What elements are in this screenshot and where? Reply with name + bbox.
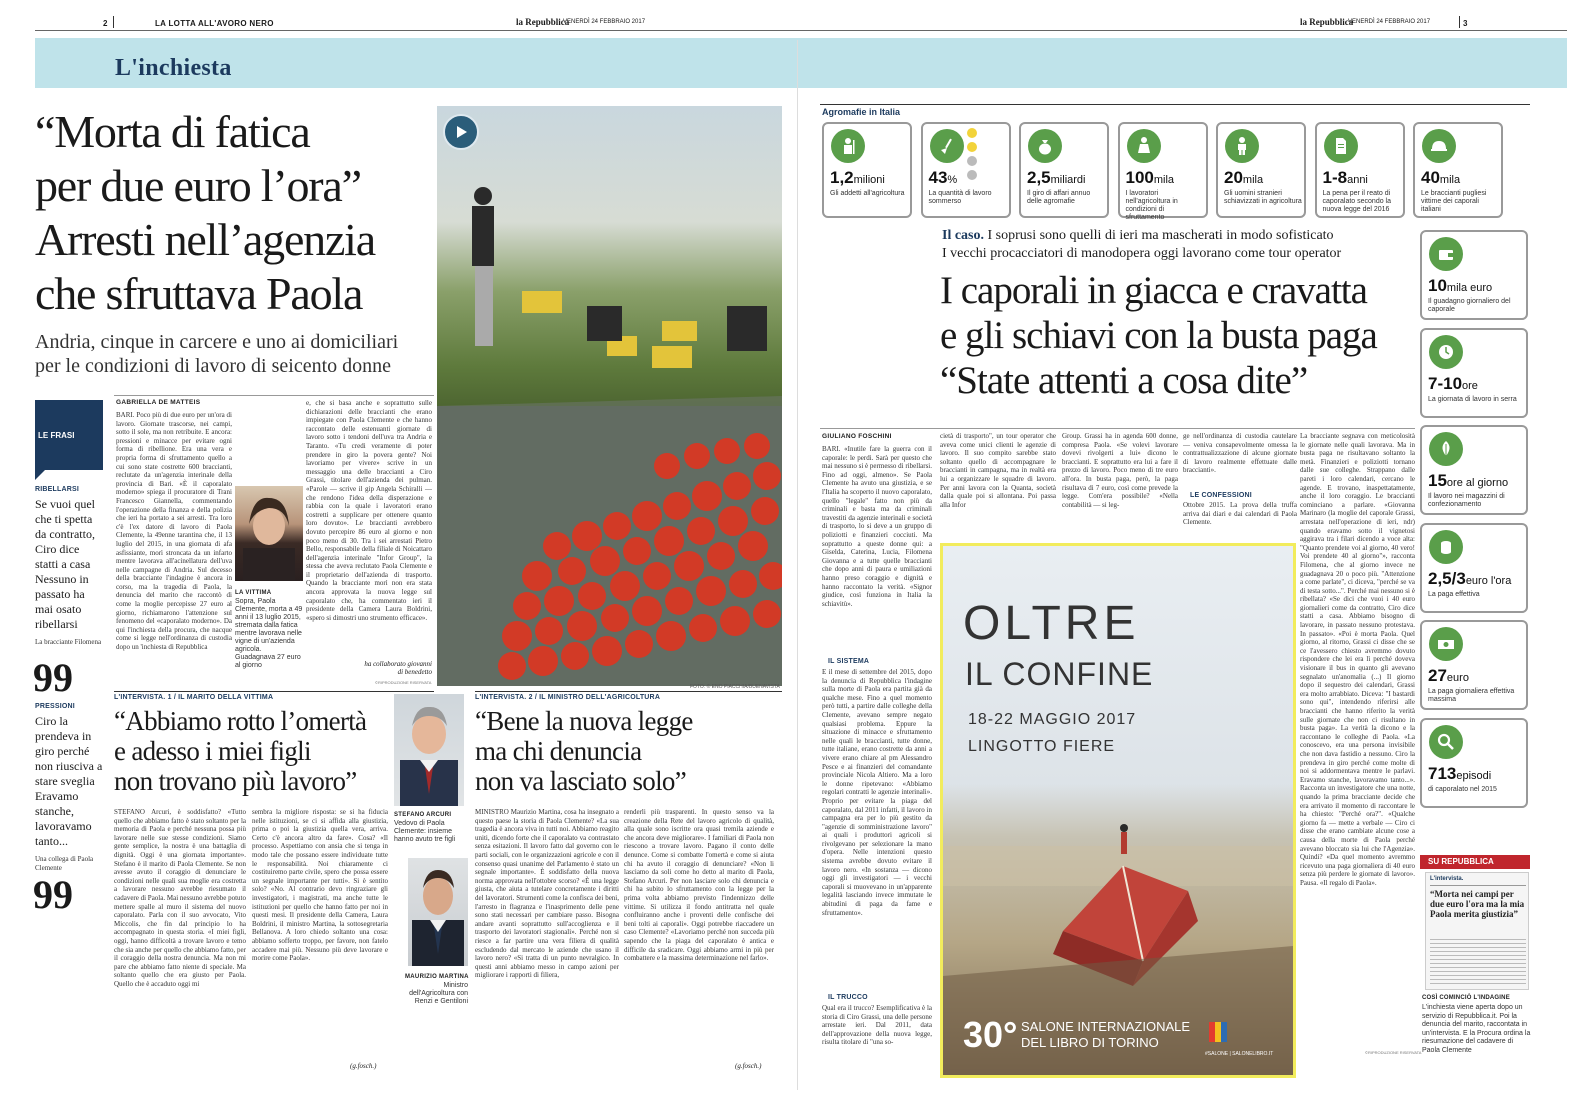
person-name: STEFANO ARCURI (394, 812, 452, 818)
infographic-rule (820, 104, 1530, 105)
stat-number: 100 (1125, 168, 1154, 187)
sidebar-pointer (35, 470, 45, 480)
subhead-line: Andria, cinque in carcere e uno ai domiciliari (35, 331, 399, 353)
repubblica-thumbnail[interactable] (1425, 872, 1529, 990)
stat-value (1027, 168, 1085, 188)
page-number-left: 2 (103, 19, 108, 28)
stat-unit: anni (1347, 174, 1368, 186)
quote-mark-icon: 99 (33, 872, 73, 917)
stat-number: 713 (1428, 763, 1457, 783)
date-right: VENERDÌ 24 FEBBRAIO 2017 (1348, 19, 1431, 25)
paper-name-right: la Repubblica (1300, 17, 1354, 27)
stat-description: Gli addetti all'agricoltura (830, 190, 905, 197)
stat-box (1413, 122, 1503, 218)
stat-unit: episodi (1456, 769, 1492, 782)
article-column: Ottobre 2015. La prova della truffa arriva dai diari e dai calendari di Paola Clemente. (1183, 501, 1297, 527)
thumbnail-rule (1430, 885, 1526, 886)
ad-title: OLTRE (963, 597, 1140, 650)
stat-value (1428, 666, 1469, 686)
signature: (g.fosch.) (350, 1062, 377, 1070)
ad-name-line: DEL LIBRO DI TORINO (1021, 1035, 1159, 1050)
headline-line: che sfruttava Paola (35, 268, 363, 319)
stat-box (1420, 425, 1528, 515)
case-headline-line: e gli schiavi con la busta paga (940, 314, 1377, 357)
person-name: MAURIZIO MARTINA (405, 974, 469, 980)
interview-title (475, 706, 780, 796)
ad-tag: #SALONE | SALONELIBRO.IT (1205, 1051, 1274, 1057)
stat-unit: milioni (853, 174, 885, 186)
clock-icon (1429, 335, 1463, 369)
kicker-text: I soprusi sono quelli di ieri ma mascherati in modo sofisticato (987, 228, 1334, 243)
stat-value (1428, 471, 1508, 491)
subheading: LE CONFESSIONI (1190, 492, 1252, 499)
photo-credit: FOTO: © ENO PIACCHIA/BUENAVISTA (690, 684, 780, 690)
article-column: Group. Grassi ha in agenda 600 donne, compresa Paola. «Se volevi lavorare dovevi rivolgerti a lui» dicono le braccianti. E soprattutto era lui a fare il prezzo di lavoro. Poco meno di tre euro all'ora. In busta paga, però, la paga risultava di 7 euro, così come prevede la legge. Com'era possibile? «Nella contabilità — si leg- (1062, 432, 1178, 509)
interview-column: renderli più trasparenti. In questo senso va la creazione della Rete del lavoro agricolo di qualità, alla quale sono iscritte ora quasi tremila aziende e che ancora deve migliorare». I familiari di Paola non riescono a trovare lavoro. Pagano il conto delle denunce. Come si combatte l'omertà e come si aiuta chi ha avuto il coraggio di denunciare? «Non li lasciamo da soli come ho detto al marito di Paola, Stefano Arcuri. Per non lasciare solo chi denuncia e chi ha subito lo sfruttamento con la legge per la prima volta abbiamo previsto l'indennizzo delle vittime. Si utilizza il fondo antitratta nel quale confluiranno anche i proventi delle confische dei beni tolti ai caporali». Oggi potrebbe riaccadere un caso Clemente? «Lavoriamo perché non succeda più sapendo che la piaga del caporalato è antica e difficile da sradicare. Oggi abbiamo armi in più per combattere e la massima determinazione nel farlo». (624, 808, 774, 963)
stat-unit: % (947, 174, 958, 186)
subhead-line: per le condizioni di lavoro di seicento donne (35, 355, 392, 377)
kicker-label: Il caso. (942, 228, 984, 243)
magnifier-icon (1429, 725, 1463, 759)
interview-title-line: e adesso i miei figli (114, 736, 311, 766)
stat-value (1323, 168, 1368, 188)
byline: GABRIELLA DE MATTEIS (116, 399, 201, 406)
leaf-icon (1429, 432, 1463, 466)
banknote-icon (1429, 627, 1463, 661)
stat-description: La quantità di lavoro sommerso (928, 190, 992, 205)
stat-box (1420, 328, 1528, 418)
stat-box (1420, 620, 1528, 710)
header-divider (1459, 16, 1460, 28)
stat-description: Gli uomini stranieri schiavizzati in agricoltura (1224, 190, 1302, 205)
document-icon (1324, 129, 1358, 163)
article-column: cietà di trasporto", un tour operator che aveva come unici clienti le agenzie di lavoro. Il suo compito sarebbe stato soltanto quello di accompagnare le braccianti in campagna, ma in realtà era lui a organizzare le squadre di lavoro. Per anni lavora con la Quanta, società dalla quale poi si allontana. Poi passa alla Infor (940, 432, 1056, 509)
interview-title-line: non va lasciato solo” (475, 766, 686, 796)
quote-text: Se vuoi quel che ti spetta da contratto, Ciro dice statti a casa Nessuno in passato ha mai osato ribellarsi (35, 497, 95, 631)
salone-logo-icon (1209, 1022, 1227, 1042)
proportion-dot (967, 128, 977, 138)
stat-value (1126, 168, 1175, 188)
su-repubblica-text: L'inchiesta viene aperta dopo un servizio di Repubblica.it. Poi la denuncia del marito, raccontata in un'intervista. E la Procura ordina la riesumazione del cadavere di Paola Clemente (1422, 1004, 1531, 1054)
ad-subtitle: IL CONFINE (965, 656, 1154, 692)
stat-box (921, 122, 1011, 218)
photo-caption: Sopra, Paola Clemente, morta a 49 anni il 13 luglio 2015, stremata dalla fatica mentre lavorava nelle vigne di un'azienda agricola. Guadagnava 27 euro al giorno (235, 598, 303, 669)
article-rule (820, 428, 1415, 429)
stat-unit: ore al giorno (1446, 477, 1509, 489)
victim-portrait-photo (235, 486, 303, 581)
proportion-dots (967, 128, 979, 184)
stat-description: Le braccianti pugliesi vittime dei caporali italiani (1421, 190, 1487, 213)
interview-rule (475, 691, 782, 692)
thumbnail-body (1430, 939, 1526, 987)
stat-box (822, 122, 912, 218)
headline-line: “Morta di fatica (35, 106, 310, 157)
date-left: VENERDÌ 24 FEBBRAIO 2017 (563, 19, 646, 25)
sidebar-title: LE FRASI (38, 431, 75, 440)
case-kicker-2: I vecchi procacciatori di manodopera oggi lavorano come tour operator (942, 246, 1342, 261)
farmer-icon (831, 129, 865, 163)
su-repubblica-header: SU REPUBBLICA (1420, 855, 1530, 869)
interview-label: L'INTERVISTA. 1 / IL MARITO DELLA VITTIMA (114, 694, 274, 701)
stat-number: 1-8 (1322, 168, 1348, 187)
ad-edition: 30° (963, 1014, 1018, 1055)
interview-column: STEFANO Arcuri, è soddisfatto? «Tutto quello che abbiamo fatto è stato soltanto per la memoria di Paola e perché nessuna possa più lavorare nelle sue stesse condizioni. Siamo gente semplice, la nostra è una battaglia di dignità. Oggi è una giornata importante». Stefano è il marito di Paola Clemente. Se non avesse avuto il coraggio di denunciare le condizioni nelle quali sua moglie era costretta a lavorare nessuno avrebbe riesumato il cadavere di Paola. Mai nessuno avrebbe potuto mettere spalle al muro il sistema del nuovo caporalato. Parla con il suo avvocato, Vito Miccolis, che fin dal principio lo ha accompagnato in questa storia. «I miei figli, oggi, hanno difficoltà a trovare lavoro e temo che sia anche per quello che abbiamo fatto, per il coraggio della nostra denuncia. Ma non mi pare che abbiamo fatto niente di speciale. Ma soltanto quello che era giusto per Paola. Quello che è accaduto oggi mi (114, 808, 246, 988)
person-description: Vedovo di Paola Clemente: insieme hanno avuto tre figli (394, 820, 456, 843)
proportion-dot (967, 170, 977, 180)
page-gutter (797, 40, 798, 1090)
signature: (g.fosch.) (735, 1062, 762, 1070)
headline-line: per due euro l’ora” (35, 160, 361, 211)
stat-value (1428, 374, 1478, 394)
stat-description: Il lavoro nei magazzini di confezionamento (1428, 493, 1505, 508)
quote-source: Una collega di Paola Clemente (35, 855, 94, 872)
wallet-icon (1429, 237, 1463, 271)
stat-number: 2,5/3 (1428, 568, 1466, 588)
stat-description: Il guadagno giornaliero del caporale (1428, 298, 1511, 313)
interview-rule (114, 691, 434, 692)
stat-number: 27 (1428, 666, 1447, 685)
stat-description: La paga giornaliera effettiva massima (1428, 688, 1515, 703)
helmet-icon (1422, 129, 1456, 163)
byline: GIULIANO FOSCHINI (822, 433, 892, 440)
main-headline (35, 105, 435, 321)
stat-number: 7-10 (1428, 373, 1463, 393)
quote-text: Ciro la prendeva in giro perché non riusciva a stare sveglia Eravamo stanche, lavoravamo tanto... (35, 714, 103, 848)
play-video-icon[interactable] (443, 114, 479, 150)
infographic-title: Agromafie in Italia (822, 107, 901, 117)
interview-title-line: non trovano più lavoro” (114, 766, 357, 796)
interview-column: MINISTRO Maurizio Martina, cosa ha insegnato a questo paese la storia di Paola Clemente? «La sua tragedia è ancora viva in tutti noi. Abbiamo reagito uniti, dicendo forte che il caporalato va contrastato senza esitazioni. Il lavoro fatto dal governo con le parti sociali, con le organizzazioni agricole e con il consenso quasi unanime del Parlamento è stato un segnale importante». È soddisfatto della nuova norma approvata nell'ottobre scorso? «È una legge giusta, che aiuta a tutelare concretamente i diritti del lavoratori. Strumenti come la confisca dei beni, l'arresto in flagranza e l'inasprimento delle pene sono stati necessari per cambiare passo. Bisogna andare avanti soprattutto sull'accoglienza e il trasporto dei lavoratori stagionali». Perché non si riesce a far partire una vera filiera di qualità escludendo dal mercato le aziende che usano il lavoro nero? «Si tratta di un punto nevralgico. In questi anni abbiamo messo in campo azioni per migliorare i rapporti di filiera, (475, 808, 619, 980)
quote-label: PRESSIONI (35, 703, 75, 710)
stat-value (929, 168, 958, 188)
coins-icon (1429, 530, 1463, 564)
main-subhead (35, 330, 435, 378)
copyright: ©RIPRODUZIONE RISERVATA (1365, 1050, 1422, 1055)
case-kicker (942, 227, 1334, 244)
article-column: ge nell'ordinanza di custodia cautelare — veniva consapevolmente omessa la contrattualizzazione di alcune giornate di lavoro realmente effettuate dalle braccianti». (1183, 432, 1297, 475)
stat-unit: euro (1446, 672, 1469, 684)
photo-caption-title: LA VITTIMA (235, 590, 272, 596)
ad-name-line: SALONE INTERNAZIONALE (1021, 1019, 1191, 1034)
case-headline (940, 268, 1415, 403)
ad-name (1021, 1019, 1190, 1051)
interview-title-line: ma chi denuncia (475, 736, 642, 766)
stat-value (1421, 168, 1460, 188)
woman-icon (1127, 129, 1161, 163)
stat-unit: ore (1462, 379, 1478, 392)
header-rule (35, 30, 1567, 31)
article-column: E il mese di settembre del 2015, dopo la denuncia di Repubblica l'indagine sulla morte di Paola era partita già da qualche mese. Fino a quel momento però tutti, a partire dalle colleghe della Clemente, avevano sempre negato qualsiasi problema. Eppure la situazione di minacce e sfruttamento nelle quali le braccianti, tutte donne, tutte italiane, erano costrette da anni a vivere erano chiare al pm Alessandro Pesce e ai finanzieri del comandante provinciale Nicola Altiero. Ma a loro le donne ripetevano: «Abbiamo regolari contratti le agenzie interinali». Proprio per evitare la piaga del caporalato, dal 2011 infatti, il lavoro in campagna era per lo più gestito da "agenzie di somministrazione lavoro" ai quali i produttori agricoli si rivolgevano per selezionare la mano d'opera. Nelle intenzioni questo sistema avrebbe dovuto evitare il lavoro nero. «In sostanza — dicono oggi gli investigatori — i vecchi caporali si muovevano in un'apparente legalità lasciando invece immutate le abitudini di paga da fame e sfruttamento». (822, 668, 932, 917)
proportion-dot (967, 142, 977, 152)
article-column: BARI. «Inutile fare la guerra con il caporale: le perdi. Sarà per questo che mai nessuno si è permesso di ribellarsi. Fino ad oggi, almeno». Se Paola Clemente ha avuto una giustizia, e se l'Italia ha scoperto il nuovo caporalato, quello "legale" fatto non più da criminali e basta ma da criminali travestiti da agenzie interinali e società di trasporto, lo si deve a un gruppo di poliziotti e finanzieri cocciuti. Ma soprattutto a queste donne qui: a Giselda, Caterina, Lucia, Filomena Giovanna e a tutte quelle braccianti che dopo anni di paura e umiliazioni hanno preso coraggio e dignità e hanno raccontato la verità. «Signor giudice, così funziona in Italia la schiavitù». (822, 445, 932, 608)
headline-line: Arresti nell’agenzia (35, 214, 375, 265)
article-column: La bracciante segnava con meticolosità le giornate nelle quali lavorava. Ma in busta paga ne risultavano soltanto la metà. Finanzieri e poliziotti tornano dalle sue colleghe. Strappano dalle pareti i loro calendari, cercano le agende. E trovano, inaspettatamente, anche il loro coraggio. Le braccianti cominciano a parlare. «Giovanna Marinaro (la moglie del caporale Grassi, arrestata nell'operazione di ieri, ndr) quando eravamo sotto il vignetosi aggirava tra i filari dicendo a voce alta: "Quanto prendete voi al giorno, 40 vero! Voi prendete 40 al giorno"», racconta Filomena, che al giorno invece ne guadagnava 20 o poco più. "Attenzione a come parlate", ci diceva, "perché se va di testa sotto...". Perché mai nessuno si è ribellata? «Se dici che vuoi i 40 euro giornalieri come da contratto, Ciro dice statti a casa. Abbiamo bisogno di lavorare, in passato nessuno protestava. In passato». «Poi è morta Paola. Quel giorno, al ritorno, Grassi ci disse che se ce l'avessero chiesto avremmo dovuto rispondere che lei era lì perché doveva visionare il bus in quanto gli avevano segnalato un'anomalia (...) Il giorno dopo il sequestro dei calendari, Grassi era molto arrabbiato. Diceva: "I bastardi sono qui", intendendo riferirsi alle braccianti che hanno riferito la verità sulle giornate che non ci risultano in busta paga». La verità la dicono e la raccontano le colleghe di Paola. «La conoscevo, era una persona invisibile che non dava fastidio a nessuno. Ciro la prendeva in giro perché come molte di noi si addormentava mentre le parlavi. Eravamo stanche, lavoravamo tanto...». Racconta un investigatore che una notte, quando la prima bracciante decide che era arrivato il momento di raccontare le ha chiesto: "Perché ora?". «Qualche giorno fa — mette a verbale — Ciro ci disse che erano cambiate alcune cose a causa della morte di Paola perché avevano bloccato sia lui che l'Agenzia». Quindi? «Da quel momento avremmo ricevuto una paga giornaliera di 40 euro senza più perdere le giornate di lavoro». Pausa. «Il regalo di Paola». (1300, 432, 1415, 887)
stat-box (1420, 523, 1528, 613)
stat-number: 2,5 (1027, 168, 1051, 187)
interview-title-line: “Abbiamo rotto l’omertà (114, 706, 367, 736)
stat-box (1216, 122, 1306, 218)
quote-label: RIBELLARSI (35, 486, 79, 493)
stat-description: La giornata di lavoro in serra (1428, 395, 1517, 403)
stat-box (1315, 122, 1405, 218)
case-headline-line: I caporali in giacca e cravatta (940, 269, 1367, 312)
martina-portrait-photo (408, 858, 468, 966)
stat-number: 15 (1428, 471, 1447, 490)
farm-workers-photo (437, 106, 782, 686)
shovel-icon (930, 129, 964, 163)
stat-unit: euro l'ora (1465, 574, 1512, 587)
money-bag-icon (1028, 129, 1062, 163)
thumbnail-kicker: L'intervista. (1430, 876, 1464, 882)
ad-venue: LINGOTTO FIERE (968, 738, 1116, 755)
stat-number: 1,2 (830, 168, 854, 187)
interview-label: L'INTERVISTA. 2 / IL MINISTRO DELL'AGRICOLTURA (475, 694, 661, 701)
book-illustration (943, 546, 1293, 1075)
stat-description: La pena per il reato di caporalato secondo la nuova legge del 2016 (1322, 190, 1391, 213)
stat-box (1118, 122, 1208, 221)
running-head-left: LA LOTTA ALL'AVORO NERO (155, 19, 274, 28)
stat-unit: mila (1153, 174, 1175, 186)
interview-title-line: “Bene la nuova legge (475, 706, 693, 736)
stat-unit: mila (1439, 174, 1461, 186)
stat-value (1428, 276, 1492, 296)
person-description: Ministro dell'Agricoltura con Renzi e Gentiloni (409, 982, 468, 1005)
stat-value (830, 168, 885, 188)
stat-number: 43 (928, 168, 948, 187)
article-rule (114, 395, 434, 396)
stat-value (1224, 168, 1263, 188)
section-band (35, 38, 1567, 88)
stat-box (1019, 122, 1109, 218)
header-divider (113, 16, 114, 28)
stat-value (1428, 764, 1491, 784)
stat-unit: miliardi (1050, 174, 1086, 186)
stat-description: Il giro di affari annuo delle agromafie (1027, 190, 1091, 205)
su-repubblica-label: COSÌ COMINCIÒ L'INDAGINE (1422, 995, 1510, 1001)
interview-title (114, 706, 396, 796)
book-fair-advertisement[interactable] (940, 543, 1296, 1078)
stat-description: di caporalato nel 2015 (1428, 785, 1497, 793)
thumbnail-title: “Morta nei campi per due euro l'ora ma la mia Paola merita giustizia” (1430, 889, 1525, 919)
stat-unit: mila euro (1446, 282, 1493, 294)
article-column: BARI. Poco più di due euro per un'ora di lavoro. Giornate trascorse, nei campi, sotto il sole, ma non retribuite. E ancora: pressioni e minacce per evitare ogni forma di ribellione. Era una vera e propria forma di sfruttamento quello a cui sono state costrette 600 braccianti, reclutate da un'agenzia interinale della provincia di Bari. «È il caporalato moderno» spiega il procuratore di Trani Francesco Giannella, commentando l'operazione della finanza e della polizia che ieri ha portato a sei arresti. Tra loro c'è l'ex datore di lavoro di Paola Clemente, la 49enne tarantina che, il 13 luglio del 2015, in una giornata di afa asfissiante, morì stroncata da un infarto mentre lavorava all'acinellatura dell'uva nelle campagne di Andria. Sul decesso della bracciante l'indagine è ancora in corso, ma la tragedia di Paola, la denuncia del marito che raccontò di come la moglie percepisse 27 euro al giorno, richiamarono l'attenzione sul fenomeno del «caporalato moderno». Da qui l'inchiesta della procura, che nacque come si legge nell'ordinanza di custodia dopo un 'inchiesta di Repubblica (116, 411, 232, 652)
section-title: L'inchiesta (115, 55, 232, 81)
stat-box (1420, 230, 1528, 320)
copyright: ©RIPRODUZIONE RISERVATA (375, 680, 432, 685)
stat-box (1420, 718, 1528, 808)
stat-value (1428, 569, 1511, 589)
interview-column: sembra la migliore risposta: se si ha fiducia nelle istituzioni, se ci si affida alla giustizia, prima o poi la giustizia quella vera, arriva. Certo c'è ancora altro da fare». Cosa? «Il processo. Aspettiamo con ansia che si tenga in modo tale che possano essere individuate tutte le responsabilità. Noi chiaramente ci costituiremo parte civile, spero che possa essere un segnale importante per tutti». Si è sentito solo? «No. Al contrario devo ringraziare gli investigatori, i magistrati, ma anche tutte le istituzioni per quello che hanno fatto per noi in questi mesi. Il presidente della Camera, Laura Boldrini, il ministro Martina, la sottosegretaria Bellanova. A loro chiedo soltanto una cosa: abbiamo sofferto troppo, per favore, non fatelo accadere mai più. Nessuno più deve lavorare e morire come Paola». (252, 808, 388, 963)
stat-number: 20 (1224, 168, 1243, 187)
quote-source: La bracciante Filomena (35, 638, 102, 646)
paper-name-left: la Repubblica (516, 17, 570, 27)
case-headline-line: “State attenti a cosa dite” (940, 359, 1308, 402)
proportion-dot (967, 156, 977, 166)
contributor-note: ha collaborato giovanni di benedetto (364, 660, 432, 676)
subheading: IL SISTEMA (828, 658, 870, 665)
arcuri-portrait-photo (394, 694, 464, 806)
page-number-right: 3 (1463, 19, 1468, 28)
article-column: e, che si basa anche e soprattutto sulle dichiarazioni delle braccianti che erano impiegate con Paola Clemente e che hanno raccontato delle estenuanti giornate di lavoro sotto i tendoni dell'uva tra Andria e Taranto. «Tu credi veramente di poter prendere in giro la povera gente? Noi lavoriamo per vivere» scrive in un messaggio una delle braccianti a Ciro Grassi, titolare dell'azienda dei pulman. «Parole — scrive il gip Angela Schiralli — che rendono l'idea della disperazione e rabbia con la quale i lavoratori erano costretti a supplicare per ottenere quanto loro dovuto». Le braccianti avrebbero dovuto percepire 86 euro al giorno e non poco meno di 30. Tra i sei arrestati Pietro Bello, responsabile della filiale di Noicattaro dell'agenzia interinale "Infor Group", la stessa che aveva reclutato Paola Clemente e il proprietario dell'azienda di trasporto. Quando la bracciante morì non era stata ancora approvata la nuova legge sul caporalato che, ha commentato ieri il presidente della Camera Laura Boldrini, «spero si dimostri uno strumento efficace». (306, 399, 432, 622)
stat-unit: mila (1242, 174, 1264, 186)
article-column: Qual era il trucco? Esemplificativa è la storia di Ciro Grassi, una delle persone arrestate ieri. Dal 2011, data dell'approvazione della nuova legge, risulta titolare di "una so- (822, 1004, 932, 1047)
stat-description: La paga effettiva (1428, 590, 1480, 598)
stat-number: 40 (1421, 168, 1440, 187)
man-icon (1225, 129, 1259, 163)
ad-dates: 18-22 MAGGIO 2017 (968, 711, 1137, 728)
stat-description: I lavoratori nell'agricoltura in condizioni di sfruttamento (1125, 190, 1178, 221)
quote-mark-icon: 99 (33, 655, 73, 700)
stat-number: 10 (1428, 276, 1447, 295)
subheading: IL TRUCCO (828, 994, 868, 1001)
